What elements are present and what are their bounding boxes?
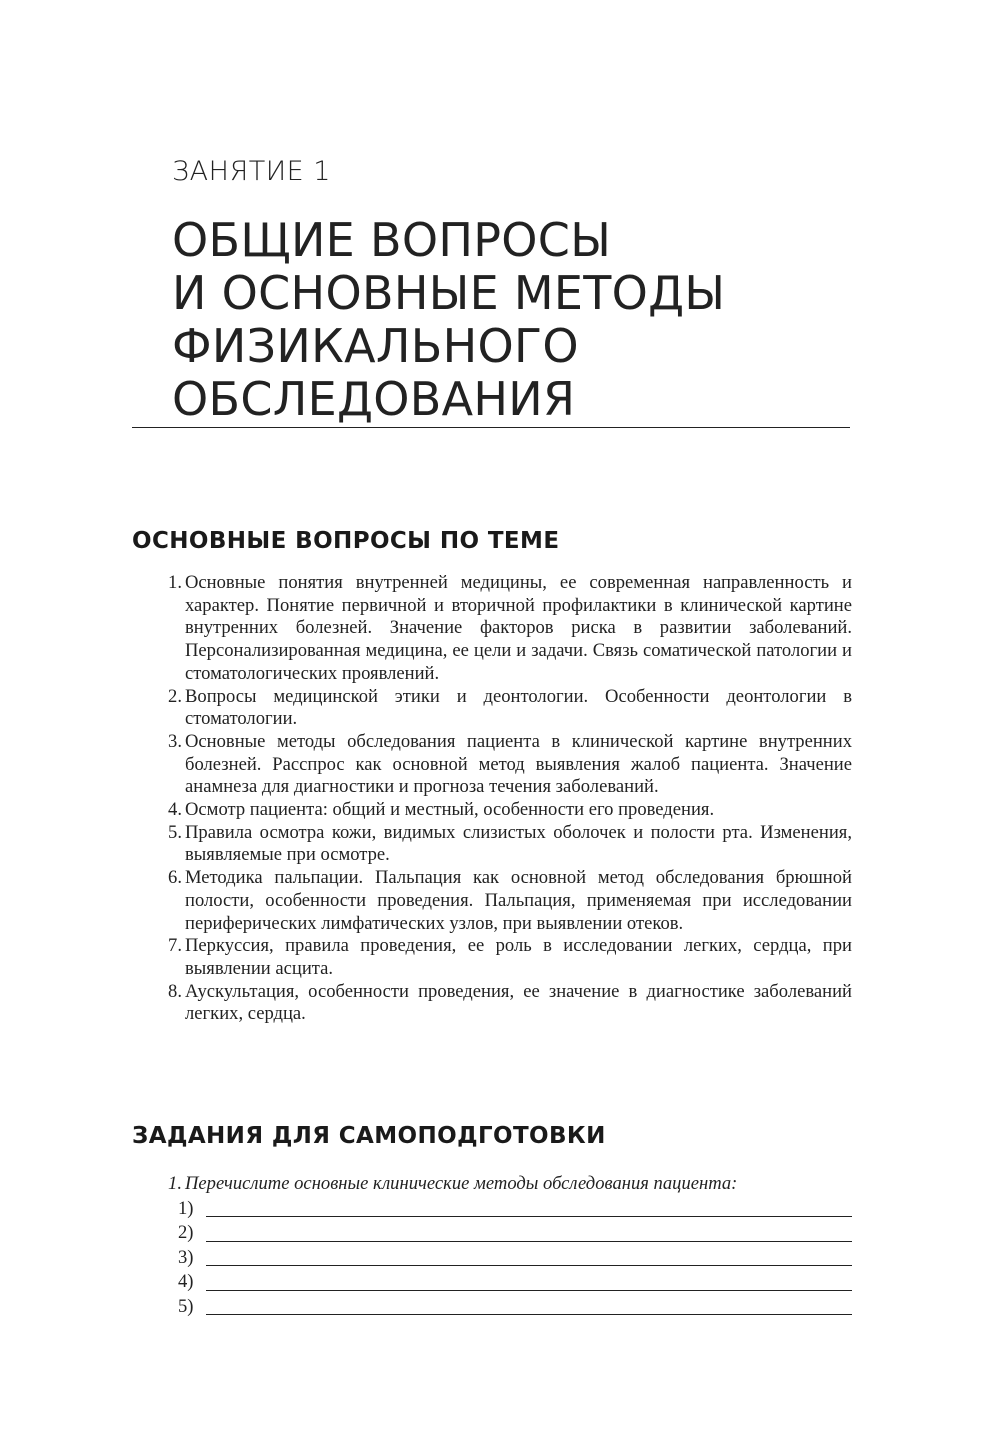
answer-line-label: 2) [178,1222,194,1243]
question-number: 5. [168,821,182,843]
lesson-label: ЗАНЯТИЕ 1 [172,156,331,187]
answer-line[interactable] [178,1197,852,1222]
question-text: Правила осмотра кожи, видимых слизистых оболочек и полости рта. Изменения, выявляемые при осмотре. [185,821,852,866]
question-number: 2. [168,685,182,707]
question-item [148,686,852,731]
answer-blank[interactable] [206,1314,852,1315]
self-study-task [148,1172,852,1319]
question-item [148,822,852,867]
answer-line-label: 5) [178,1295,194,1317]
answer-blank[interactable] [206,1241,852,1242]
answer-line[interactable] [178,1270,852,1295]
question-item [148,572,852,686]
question-item [148,799,852,822]
chapter-title [172,214,852,426]
answer-line[interactable] [178,1295,852,1320]
answer-blank[interactable] [206,1265,852,1266]
task-number: 1. [168,1173,182,1194]
section-heading-main-questions: ОСНОВНЫЕ ВОПРОСЫ ПО ТЕМЕ [132,528,560,554]
question-item [148,935,852,980]
answer-line-label: 3) [178,1246,194,1268]
questions-list [148,572,852,1026]
question-number: 4. [168,799,182,821]
chapter-title-line: ОБСЛЕДОВАНИЯ [172,372,576,426]
chapter-title-line: ФИЗИКАЛЬНОГО [172,319,579,373]
question-text: Перкуссия, правила проведения, ее роль в исследовании легких, сердца, при выявлении асцита. [185,935,852,979]
answer-line-label: 1) [178,1197,194,1219]
question-number: 8. [168,980,182,1002]
question-number: 6. [168,867,182,889]
question-text: Методика пальпации. Пальпация как основной метод обследования брюшной полости, особенности проведения. Пальпация, применяемая при исследовании периферических лимфатических узлов, при выявлении отеков. [185,867,852,934]
task-prompt-text: Перечислите основные клинические методы обследования пациента: [185,1173,738,1194]
question-number: 3. [168,730,182,752]
question-item [148,867,852,935]
question-text: Аускультация, особенности проведения, ее значение в диагностике заболеваний легких, сердца. [185,980,852,1025]
question-number: 1. [168,572,182,593]
answer-line[interactable] [178,1246,852,1271]
question-item [148,981,852,1026]
answer-line[interactable] [178,1221,852,1246]
task-prompt [148,1172,852,1197]
answer-blank[interactable] [206,1290,852,1291]
question-text: Осмотр пациента: общий и местный, особенности его проведения. [185,799,715,821]
question-number: 7. [168,935,182,957]
answer-blank[interactable] [206,1216,852,1217]
section-heading-self-study: ЗАДАНИЯ ДЛЯ САМОПОДГОТОВКИ [132,1123,606,1149]
question-text: Вопросы медицинской этики и деонтологии. Особенности деонтологии в стоматологии. [185,685,852,730]
chapter-title-line: И ОСНОВНЫЕ МЕТОДЫ [172,266,726,320]
answer-line-label: 4) [178,1271,194,1292]
question-text: Основные методы обследования пациента в клинической картине внутренних болезней. Расспрос как основной метод выявления жалоб пациента. Значение анамнеза для диагностики и прогноза течения заболеваний. [185,730,852,798]
question-text: Основные понятия внутренней медицины, ее современная направленность и характер. Понятие первичной и вторичной профилактики в клинической картине внутренних болезней. Значение факторов риска в развитии заболеваний. Персонализированная медицина, ее цели и задачи. Связь соматической патологии и стоматологических проявлений. [185,572,852,684]
chapter-title-line: ОБЩИЕ ВОПРОСЫ [172,213,612,267]
question-item [148,731,852,799]
title-divider [132,427,850,428]
